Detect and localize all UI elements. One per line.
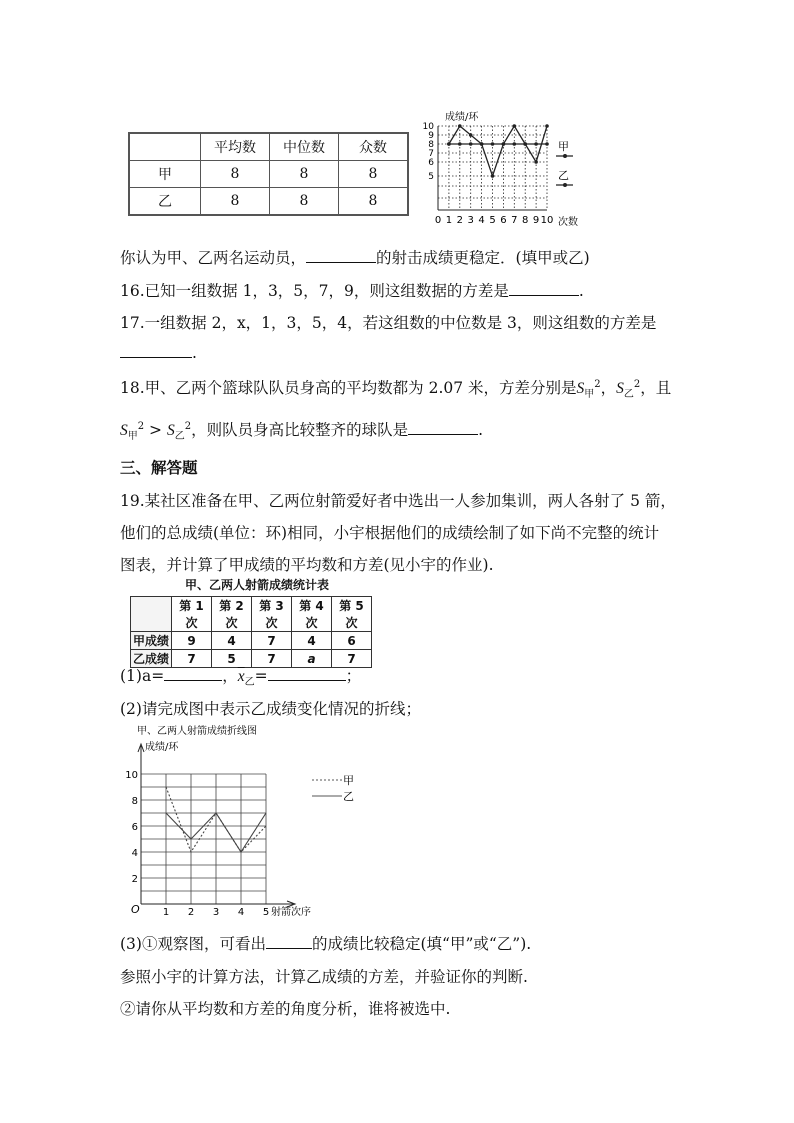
small-chart-y-tick-label: 5 [428, 172, 434, 182]
q19-1-end: ； [345, 667, 362, 685]
q18-sub-yi-2: 乙 [174, 431, 185, 443]
small-chart-y-tick-label: 9 [428, 131, 434, 141]
stats-row-label: 乙 [130, 188, 201, 215]
small-chart-point [469, 142, 473, 146]
q16-text-a: 16.已知一组数据 1，3，5，7，9，则这组数据的方差是 [120, 282, 509, 300]
line-chart-y-tick-label: 8 [131, 796, 138, 807]
q16-line [120, 279, 584, 301]
small-chart-point [480, 142, 484, 146]
score-row-label: 甲成绩 [131, 632, 172, 650]
small-chart-x-tick-label: 9 [532, 215, 540, 226]
score-table-title: 甲、乙两人射箭成绩统计表 [185, 578, 330, 592]
small-chart-point [534, 142, 538, 146]
stats-header-cell: 众数 [339, 134, 408, 161]
stats-row-label: 甲 [130, 161, 201, 188]
line-chart-y-title: 成绩/环 [145, 742, 179, 753]
line-chart-x-tick-label: 5 [262, 907, 270, 918]
q18-end-b: . [478, 421, 484, 439]
stats-row [130, 161, 408, 188]
small-chart-y-tick-label: 10 [422, 122, 434, 132]
q19-1-x-sub: 乙 [244, 677, 255, 689]
small-chart-point [513, 124, 517, 128]
q18-end-a: ，且 [640, 379, 672, 397]
legend-yi-marker [563, 183, 567, 187]
q18-sup-2: 2 [137, 420, 145, 432]
q19-line-3: 图表，并计算了甲成绩的平均数和方差(见小宇的作业). [120, 556, 494, 574]
score-header-cell: 第 4 次 [292, 597, 332, 632]
q18-s-yi-2: S [166, 422, 175, 439]
q18-s-yi: S [616, 380, 624, 397]
score-header-cell [131, 597, 172, 632]
q17-line [120, 311, 656, 333]
q18-text-a: 18.甲、乙两个篮球队队员身高的平均数都为 2.07 米，方差分别是 [120, 379, 577, 397]
small-chart-point [469, 133, 473, 137]
q18-sup-2: 2 [633, 378, 641, 390]
q18-sub-yi: 乙 [623, 389, 634, 401]
line-chart-x-title: 射箭次序 [271, 907, 311, 918]
q18-s-jia-2: S [120, 422, 128, 439]
score-cell: a [292, 650, 332, 668]
small-chart-point [545, 142, 549, 146]
small-chart-point [458, 142, 462, 146]
q17-line-2 [120, 343, 197, 362]
stats-header-row [130, 134, 408, 161]
stats-cell: 8 [339, 161, 408, 188]
score-cell: 7 [252, 650, 292, 668]
score-cell: 7 [172, 650, 212, 668]
q19-3-line-3: ②请你从平均数和方差的角度分析，谁将被选中. [120, 1000, 451, 1018]
small-chart-x-title: 次数 [558, 217, 578, 228]
small-chart-grid [438, 126, 547, 210]
score-header-row [131, 597, 372, 632]
small-chart-x-tick-label: 7 [511, 215, 518, 226]
small-chart-x-tick-label: 4 [478, 215, 485, 226]
section-3-title: 三、解答题 [120, 458, 198, 477]
q19-1-mean-blank[interactable] [268, 666, 346, 681]
small-chart-point [491, 142, 495, 146]
q16-answer-blank[interactable] [509, 281, 579, 296]
stats-cell: 8 [270, 161, 339, 188]
line-chart-y-ticks [125, 770, 138, 885]
small-chart-y-tick-label: 6 [428, 158, 434, 168]
line-chart-y-tick-label: 10 [125, 770, 138, 781]
q19-1-comma: ， [222, 667, 238, 685]
q18-sub-jia-2: 甲 [127, 431, 138, 443]
line-chart-x-tick-label: 1 [162, 907, 170, 918]
q15-line [120, 246, 590, 268]
line-chart-x-tick-label: 3 [212, 907, 220, 918]
small-chart-series [447, 124, 549, 178]
small-chart-point [534, 160, 538, 164]
q15-text-b: 的射击成绩更稳定．(填甲或乙) [376, 249, 590, 267]
q17-text-b: . [192, 344, 197, 362]
line-chart-y-tick-label: 4 [131, 848, 138, 859]
q19-line-2: 他们的总成绩(单位：环)相同，小宇根据他们的成绩绘制了如下尚不完整的统计 [120, 524, 660, 542]
q19-1-x-bar: $\overline{x}$ [237, 668, 245, 685]
line-chart-x-ticks [163, 907, 269, 918]
small-chart-point [523, 142, 527, 146]
small-chart-x-tick-label: 2 [456, 215, 463, 226]
small-chart-x-tick-label: 1 [445, 215, 453, 226]
q19-line-1: 19.某社区准备在甲、乙两位射箭爱好者中选出一人参加集训，两人各射了 5 箭， [120, 492, 676, 510]
small-chart-x-tick-label: 0 [434, 215, 442, 226]
stats-cell: 8 [201, 161, 270, 188]
small-chart-series-line-yi [449, 126, 547, 176]
small-chart-point [502, 142, 506, 146]
q19-3-answer-blank[interactable] [266, 934, 312, 949]
q18-line [120, 376, 671, 400]
q15-text-a: 你认为甲、乙两名运动员， [120, 249, 307, 267]
small-chart-x-ticks [435, 215, 554, 226]
small-chart-x-tick-label: 3 [467, 215, 474, 226]
small-chart-legend-jia: 甲 [558, 140, 569, 153]
line-chart-y-tick-label: 6 [131, 822, 138, 833]
line-chart [125, 724, 375, 919]
score-row [131, 632, 372, 650]
q17-answer-blank[interactable] [120, 343, 192, 358]
stats-header-cell [130, 134, 201, 161]
q18-sub-jia: 甲 [584, 389, 595, 401]
small-chart-point [513, 142, 517, 146]
score-header-cell: 第 3 次 [252, 597, 292, 632]
small-chart-legend-yi: 乙 [558, 169, 569, 182]
q18-answer-blank[interactable] [408, 420, 478, 435]
stats-table [129, 133, 408, 215]
small-chart-point [545, 124, 549, 128]
score-header-cell: 第 1 次 [172, 597, 212, 632]
q19-1-a-blank[interactable] [164, 666, 222, 681]
q17-text-a: 17.一组数据 2，x，1，3，5，4，若这组数的中位数是 3，则这组数的方差是 [120, 314, 657, 332]
small-chart-y-title: 成绩/环 [445, 112, 479, 123]
stats-cell: 8 [270, 188, 339, 215]
score-cell: 7 [332, 650, 372, 668]
q15-answer-blank[interactable] [306, 248, 376, 263]
small-chart-point [447, 142, 451, 146]
q19-1-line [120, 664, 361, 688]
q19-2-line: (2)请完成图中表示乙成绩变化情况的折线； [120, 700, 421, 718]
line-chart-legend-jia: 甲 [343, 774, 354, 787]
q18-sup-2: 2 [594, 378, 601, 390]
q19-3-line-2: 参照小宇的计算方法，计算乙成绩的方差，并验证你的判断. [120, 968, 528, 986]
line-chart-x-tick-label: 2 [187, 907, 195, 918]
stats-header-cell: 中位数 [270, 134, 339, 161]
score-row-label: 乙成绩 [131, 650, 172, 668]
small-score-chart [415, 108, 585, 230]
score-header-cell: 第 2 次 [212, 597, 252, 632]
score-cell: 5 [212, 650, 252, 668]
stats-header-cell: 平均数 [201, 134, 270, 161]
score-cell: 9 [172, 632, 212, 650]
small-chart-x-tick-label: 6 [500, 215, 507, 226]
small-chart-x-tick-label: 10 [540, 215, 554, 226]
line-chart-origin: O [131, 903, 140, 916]
line-chart-grid [138, 744, 295, 907]
small-chart-y-tick-label: 7 [428, 149, 434, 159]
q19-3-text-b: 的成绩比较稳定(填“甲”或“乙”). [311, 935, 532, 953]
score-cell: 4 [292, 632, 332, 650]
small-chart-x-tick-label: 5 [489, 215, 496, 226]
stats-cell: 8 [339, 188, 408, 215]
q18-sup-2: 2 [184, 420, 192, 432]
q18-gt: > [144, 421, 167, 439]
legend-jia-marker [563, 154, 567, 158]
score-header-cell: 第 5 次 [332, 597, 372, 632]
q19-3-text-a: (3)①观察图，可看出 [120, 935, 266, 953]
q18-line-2 [120, 418, 483, 442]
score-cell: 4 [212, 632, 252, 650]
small-chart-y-tick-label: 8 [428, 140, 434, 150]
score-table [130, 596, 372, 668]
score-cell: 6 [332, 632, 372, 650]
line-chart-legend-yi: 乙 [343, 790, 354, 803]
q19-1-eq: = [254, 667, 268, 685]
q18-s-jia: S [576, 380, 585, 397]
line-chart-title: 甲、乙两人射箭成绩折线图 [137, 726, 257, 737]
q16-text-b: . [578, 282, 584, 300]
score-cell: 7 [252, 632, 292, 650]
small-chart-point [491, 174, 495, 178]
q19-1-text-a: (1)a= [120, 667, 165, 685]
stats-row [130, 188, 408, 215]
line-chart-y-tick-label: 2 [131, 874, 138, 885]
stats-cell: 8 [201, 188, 270, 215]
small-chart-point [458, 124, 462, 128]
line-chart-x-tick-label: 4 [237, 907, 245, 918]
q18-text-b: ，则队员身高比较整齐的球队是 [191, 421, 409, 439]
small-chart-y-ticks [423, 122, 435, 182]
small-chart-x-tick-label: 8 [522, 215, 529, 226]
q19-3-line-1 [120, 932, 531, 954]
q18-comma: ， [600, 379, 617, 397]
